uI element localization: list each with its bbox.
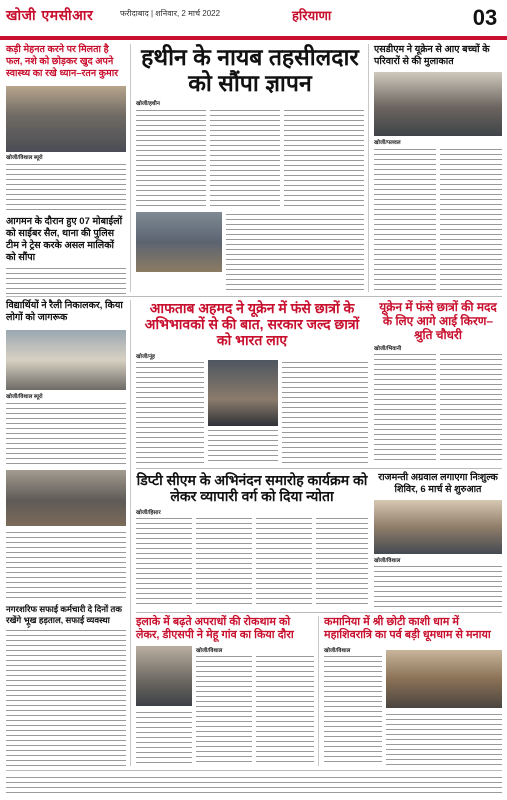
story-3-body-col2 <box>440 147 502 292</box>
story-6-photo-caption: खोजी/विशाल ब्यूरो <box>6 394 43 400</box>
story-10-photo <box>136 646 192 706</box>
story-9-headline: नगरशरिफ सफाई कर्मचारी दे दिनों तक रखेंगे भूख हड़ताल, सफाई व्यवस्था <box>6 604 122 625</box>
story-2-headline: हथीन के नायब तहसीलदार को सौंपा ज्ञापन <box>141 44 359 96</box>
story-4-headline: आफताब अहमद ने यूक्रेन में फंसे छात्रों के अभिभावकों से की बात, सरकार जल्द छात्रों को भारत लाए <box>144 300 360 348</box>
story-7-body-col3 <box>256 516 312 608</box>
story-10-body-col0 <box>136 710 192 766</box>
story-1-body <box>6 162 126 212</box>
story-7-headline: डिप्टी सीएम के अभिनंदन समारोह कार्यक्रम को लेकर व्यापारी वर्ग को दिया न्योता <box>136 472 368 504</box>
masthead-divider <box>0 36 507 40</box>
story-5-headline: यूक्रेन में फंसे छात्रों की मदद के लिए आगे आई किरण–श्रुति चौधरी <box>379 300 497 342</box>
story-3-dateline: खोजी/पलवल <box>374 140 401 146</box>
story-1-photo-caption: खोजी/विशाल ब्यूरो <box>6 155 43 161</box>
story-9-photo <box>6 470 126 526</box>
story-7-dateline: खोजी/हिसार <box>136 510 161 516</box>
story-3-body-col1 <box>374 147 436 292</box>
story-2-body-col1 <box>136 108 206 208</box>
story-10-dateline: खोजी/विशाल <box>196 648 223 654</box>
story-10-headline: इलाके में बढ़ते अपराधों की रोकथाम को लेकर, डीएसपी ने मेहू गांव का किया दौरा <box>136 616 294 641</box>
story-4-body-col2 <box>208 428 278 464</box>
story-4-dateline: खोजी/नूंह <box>136 354 155 360</box>
story-8-photo <box>374 500 502 554</box>
story-3-headline: एसडीएम ने यूक्रेन से आए बच्चों के परिवारों से की मुलाकात <box>374 44 490 67</box>
page-number: 03 <box>468 4 502 32</box>
story-4-body-col1 <box>136 360 204 464</box>
story-6-photo <box>6 330 126 390</box>
story-7-body-col2 <box>196 516 252 608</box>
story-10-body-col2 <box>256 654 314 766</box>
story-2-body-col2 <box>210 108 280 208</box>
story-2-body-col3 <box>284 108 364 208</box>
story-11-dateline: खोजी/विशाल <box>324 648 351 654</box>
footer-divider <box>6 770 502 771</box>
story-4-body-col3 <box>282 360 368 464</box>
story-7-body-col4 <box>316 516 368 608</box>
story-1-headline: कड़ी मेहनत करने पर मिलता है फल, नशे को छोड़कर खुद अपने स्वास्थ्य का रखे ध्यान–रतन कुमार <box>6 44 119 79</box>
section-divider <box>6 296 502 297</box>
section-title: हरियाणा <box>292 8 332 23</box>
story-7-body-col1 <box>136 516 192 608</box>
story-9-body <box>6 628 126 766</box>
story-8-body <box>374 564 502 608</box>
column-divider <box>130 44 131 292</box>
newspaper-logo: खोजी एमसीआर <box>6 8 94 24</box>
story-6-headline: विद्यार्थियों ने रैली निकालकर, किया लोगों को जागरूक <box>6 300 123 323</box>
story-11-body-col2 <box>386 712 502 766</box>
masthead-dateline: फरीदाबाद | शनिवार, 2 मार्च 2022 <box>120 9 221 18</box>
column-divider <box>318 616 319 766</box>
story-8-headline: राजमन्ती अग्रवाल लगाएगा निःशुल्क शिविर, 6 मार्च से शुरुआत <box>378 472 498 495</box>
section-divider <box>136 468 502 469</box>
story-10-body-col1 <box>196 654 252 766</box>
story-5-body-col2 <box>440 352 502 464</box>
story-1-sub-body <box>6 266 126 296</box>
footer-text <box>6 775 502 795</box>
story-2-body-col4 <box>226 212 364 292</box>
column-divider <box>130 300 131 766</box>
story-5-body-col1 <box>374 352 436 464</box>
story-11-photo <box>386 650 502 708</box>
story-5-dateline: खोजी/भिवानी <box>374 346 402 352</box>
story-11-body-col1 <box>324 654 382 766</box>
story-11-headline: कमानिया में श्री छोटी काशी धाम में महाशिवरात्रि का पर्व बड़ी धूमधाम से मनाया <box>324 616 491 641</box>
story-1-subheadline: आगमन के दौरान हुए 07 मोबाईलों को साईबर सैल, थाना की पुलिस टीम ने ट्रेस करके असल मालिकों को सौंपा <box>6 216 123 263</box>
story-1-photo <box>6 86 126 152</box>
section-divider <box>136 612 502 613</box>
story-3-photo <box>374 72 502 136</box>
story-9-body-top <box>6 530 126 602</box>
story-8-photo-caption: खोजी/विशाल <box>374 558 401 564</box>
story-2-photo <box>136 212 222 272</box>
column-divider <box>368 44 369 292</box>
story-2-dateline: खोजी/हथीन <box>136 101 160 107</box>
story-6-body <box>6 401 126 464</box>
story-4-photo <box>208 360 278 426</box>
